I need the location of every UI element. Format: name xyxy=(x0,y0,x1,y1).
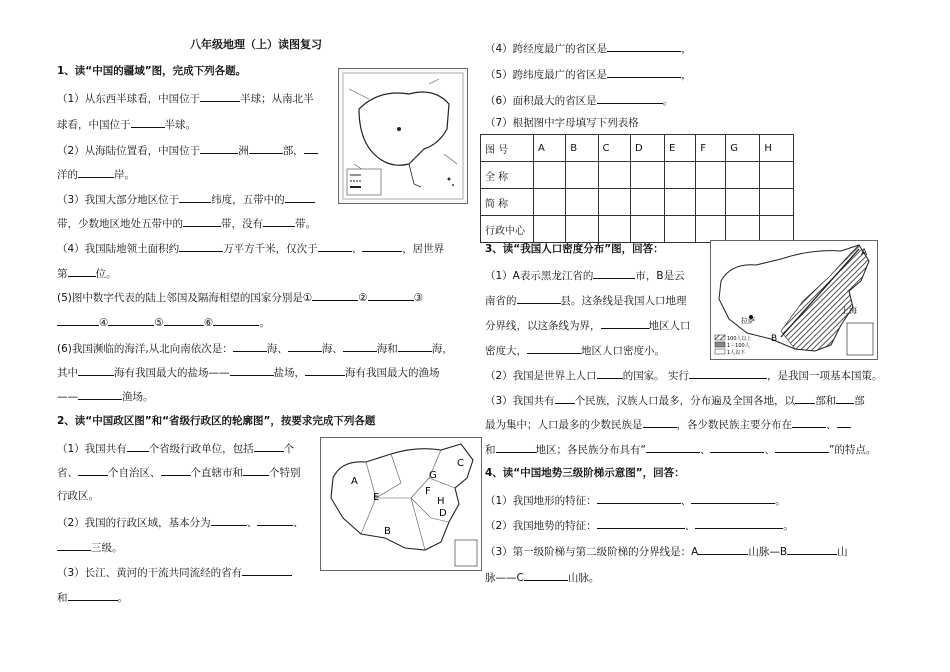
map-letter-b: B xyxy=(384,526,391,537)
territory-map-graphic xyxy=(339,69,467,203)
q4-line3: （3）第一级阶梯与第二级阶梯的分界线是：A 山脉—B 山 xyxy=(485,543,848,559)
table-row-label: 简 称 xyxy=(481,189,534,216)
q1-line4: 洋的 岸。 xyxy=(57,166,135,182)
map-letter-e: E xyxy=(373,492,380,503)
table-row xyxy=(481,135,794,162)
table-row xyxy=(481,189,794,216)
q3-line4: 密度大， 地区人口密度小。 xyxy=(485,342,665,358)
r7-line: （7）根据图中字母填写下列表格 xyxy=(485,117,639,129)
r6-line: （6）面积最大的省区是 。 xyxy=(485,92,673,108)
q1-line11: (6)我国濒临的海洋,从北向南依次是： 海、 海、 海和 海， xyxy=(57,340,453,356)
table-col-e: E xyxy=(665,135,696,162)
map-label-shanghai: 上海 xyxy=(841,306,857,315)
map-letter-f: F xyxy=(425,486,431,497)
q1-line5: （3）我国大部分地区位于 纬度，五带中的 xyxy=(57,191,315,207)
q3-line2: 南省的 县。这条线是我国人口地理 xyxy=(485,292,687,308)
q2-line4: （2）我国的行政区域，基本分为 、 、 xyxy=(57,514,304,530)
population-density-map xyxy=(710,240,878,360)
table-col-b: B xyxy=(566,135,598,162)
map-letter-d: D xyxy=(439,508,447,519)
q2-line3: 行政区。 xyxy=(57,490,99,502)
table-col-g: G xyxy=(726,135,760,162)
q3-line5: （2）我国是世界上人口 的国家。 实行 ，是我国一项基本国策。 xyxy=(485,367,883,383)
q4-heading: 4、读“中国地势三级阶梯示意图”，回答： xyxy=(485,467,685,479)
table-col-d: D xyxy=(631,135,665,162)
q2-line6: （3）长江、黄河的干流共同流经的省有 xyxy=(57,564,292,580)
q4-line2: （2）我国地势的特征： 、 。 xyxy=(485,517,794,533)
map-letter-g: G xyxy=(429,470,437,481)
table-row-label: 图 号 xyxy=(481,135,534,162)
province-table xyxy=(480,134,794,243)
political-map-graphic xyxy=(321,438,481,570)
q3-line6: （3）我国共有 个民族，汉族人口最多，分布遍及全国各地，以 部和 部 xyxy=(485,392,865,408)
r5-line: （5）跨纬度最广的省区是 ， xyxy=(485,66,692,82)
map-letter-h: H xyxy=(437,496,445,507)
q2-heading: 2、读“中国政区图”和“省级行政区的轮廓图”，按要求完成下列各题 xyxy=(57,415,376,427)
q3-line1: （1）A表示黑龙江省的 市，B是云 xyxy=(485,267,685,283)
q3-line8: 和 地区；各民族分布具有“ 、 、 ”的特点。 xyxy=(485,441,876,457)
map-label-b: B xyxy=(771,334,778,344)
q1-line8: 第 位。 xyxy=(57,265,117,281)
map-letter-c: C xyxy=(457,458,464,469)
q2-line5: 三级。 xyxy=(57,539,123,555)
map-label-a: A xyxy=(861,248,868,258)
table-col-f: F xyxy=(696,135,726,162)
q4-line4: 脉——C 山脉。 xyxy=(485,569,599,585)
q2-line1: （1）我国共有 个省级行政单位，包括 个 xyxy=(57,440,294,456)
table-col-a: A xyxy=(534,135,566,162)
q1-line6: 带，少数地区地处五带中的 带，没有 带。 xyxy=(57,215,316,231)
q2-line7: 和 。 xyxy=(57,589,128,605)
map-letter-a: A xyxy=(351,476,358,487)
r4-line: （4）跨经度最广的省区是 ， xyxy=(485,40,692,56)
table-row xyxy=(481,216,794,243)
table-row-label: 全 称 xyxy=(481,162,534,189)
map-label-lasa: 拉萨 xyxy=(741,317,755,325)
q1-line2: 球看，中国位于 半球。 xyxy=(57,116,196,132)
table-col-c: C xyxy=(598,135,631,162)
china-territory-map xyxy=(338,68,468,204)
china-political-map xyxy=(320,437,482,571)
q1-line1: （1）从东西半球看，中国位于 半球；从南北半 xyxy=(57,90,314,106)
legend-item: 100人以上 xyxy=(727,336,752,342)
q1-line12: 其中 海有我国最大的盐场—— 盐场， 海有我国最大的渔场 xyxy=(57,364,440,380)
population-map-graphic xyxy=(711,241,877,359)
table-col-h: H xyxy=(760,135,794,162)
q1-line7: （4）我国陆地领土面积约 万平方千米，仅次于 、 ，居世界 xyxy=(57,240,444,256)
q3-heading: 3、读“我国人口密度分布”图，回答： xyxy=(485,243,664,255)
legend-item: 1－100人 xyxy=(727,343,750,349)
table-row xyxy=(481,162,794,189)
q1-line3: （2）从海陆位置看，中国位于 洲 部， xyxy=(57,142,318,158)
q3-line3: 分界线，以这条线为界， 地区人口 xyxy=(485,317,691,333)
table-row-label: 行政中心 xyxy=(481,216,534,243)
q4-line1: （1）我国地形的特征： 、 。 xyxy=(485,492,786,508)
page-title: 八年级地理（上）读图复习 xyxy=(190,38,322,51)
q2-line2: 省、 个自治区、 个直辖市和 个特别 xyxy=(57,464,301,480)
q1-line13: —— 渔场。 xyxy=(57,388,154,404)
q1-line10: ④ ⑤ ⑥ 。 xyxy=(57,314,270,330)
q1-heading: 1、读“中国的疆域”图，完成下列各题。 xyxy=(57,65,247,77)
q3-line7: 最为集中；人口最多的少数民族是 ，各少数民族主要分布在 、 xyxy=(485,416,851,432)
legend-item: 1人以下 xyxy=(727,350,746,356)
q1-line9: (5)图中数字代表的陆上邻国及隔海相望的国家分别是① ② ③ xyxy=(57,289,423,305)
